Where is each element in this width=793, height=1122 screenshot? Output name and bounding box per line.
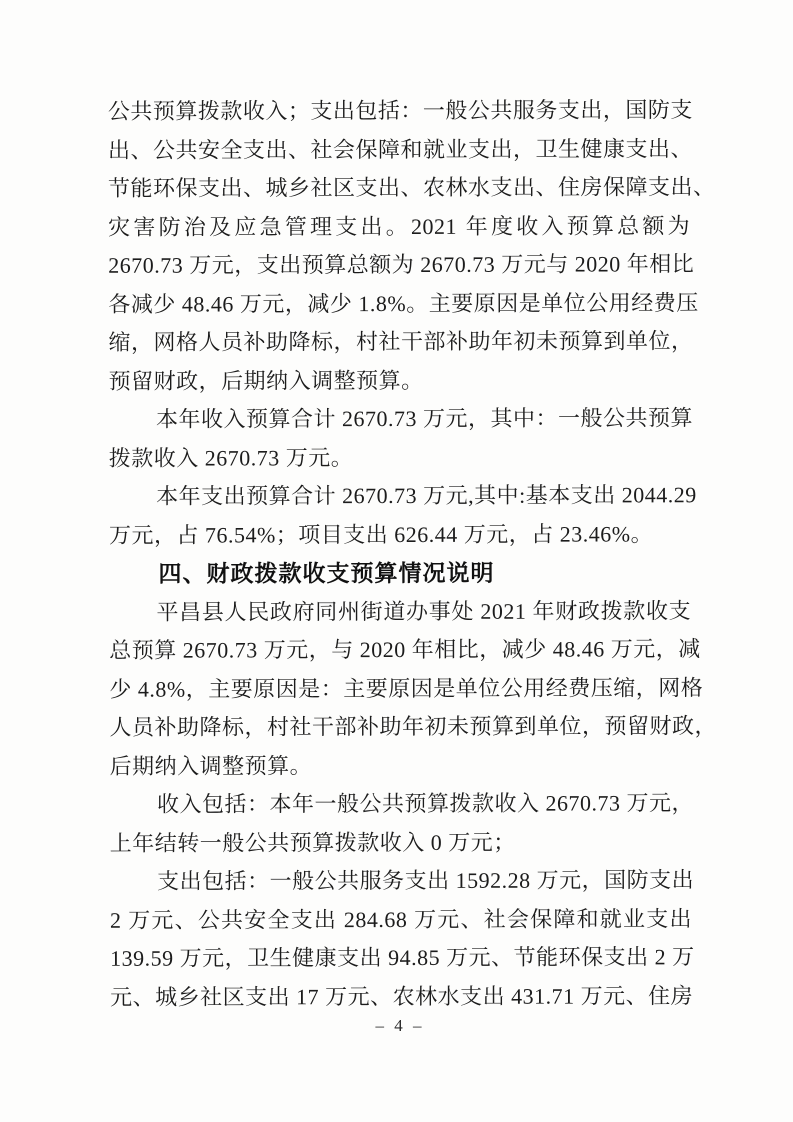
paragraph-line: 本年收入预算合计 2670.73 万元，其中：一般公共预算 bbox=[155, 405, 693, 432]
section-heading: 四、财政拨款收支预算情况说明 bbox=[158, 559, 495, 587]
paragraph-line: 139.59 万元，卫生健康支出 94.85 万元、节能环保支出 2 万 bbox=[110, 944, 695, 971]
page-number: – 4 – bbox=[375, 1016, 425, 1035]
paragraph-line: 支出包括：一般公共服务支出 1592.28 万元，国防支出 bbox=[157, 867, 695, 894]
paragraph-line: 人员补助降标，村社干部补助年初未预算到单位，预留财政， bbox=[109, 713, 717, 740]
paragraph-line: 2670.73 万元，支出预算总额为 2670.73 万元与 2020 年相比 bbox=[108, 251, 695, 278]
paragraph-line: 后期纳入调整预算。 bbox=[109, 752, 313, 779]
paragraph-line: 出、公共安全支出、社会保障和就业支出，卫生健康支出、 bbox=[107, 135, 693, 163]
paragraph-line: 总预算 2670.73 万元，与 2020 年相比，减少 48.46 万元，减 bbox=[109, 636, 701, 663]
paragraph-line: 缩，网格人员补助降标，村社干部补助年初未预算到单位， bbox=[108, 328, 694, 355]
paragraph-line: 本年支出预算合计 2670.73 万元,其中:基本支出 2044.29 bbox=[156, 482, 697, 509]
paragraph-line: 少 4.8%，主要原因是：主要原因是单位公用经费压缩，网格 bbox=[109, 674, 704, 702]
paragraph-line: 灾害防治及应急管理支出。2021 年度收入预算总额为 bbox=[108, 212, 691, 240]
paragraph-line: 收入包括：本年一般公共预算拨款收入 2670.73 万元， bbox=[156, 790, 694, 817]
paragraph-line: 万元，占 76.54%；项目支出 626.44 万元，占 23.46%。 bbox=[108, 520, 654, 548]
paragraph-line: 元、城乡社区支出 17 万元、农林水支出 431.71 万元、住房 bbox=[110, 982, 694, 1010]
paragraph-line: 节能环保支出、城乡社区支出、农林水支出、住房保障支出、 bbox=[108, 174, 716, 201]
paragraph-line: 上年结转一般公共预算拨款收入 0 万元； bbox=[109, 829, 516, 856]
paragraph-line: 预留财政，后期纳入调整预算。 bbox=[108, 367, 424, 394]
document-body bbox=[107, 91, 717, 1017]
paragraph-line: 平昌县人民政府同州街道办事处 2021 年财政拨款收支 bbox=[156, 597, 692, 625]
paragraph-line: 公共预算拨款收入；支出包括：一般公共服务支出，国防支 bbox=[107, 97, 693, 124]
paragraph-line: 拨款收入 2670.73 万元。 bbox=[108, 444, 354, 471]
paragraph-line: 2 万元、公共安全支出 284.68 万元、社会保障和就业支出 bbox=[109, 905, 692, 933]
paragraph-line: 各减少 48.46 万元，减少 1.8%。主要原因是单位公用经费压 bbox=[108, 289, 699, 317]
